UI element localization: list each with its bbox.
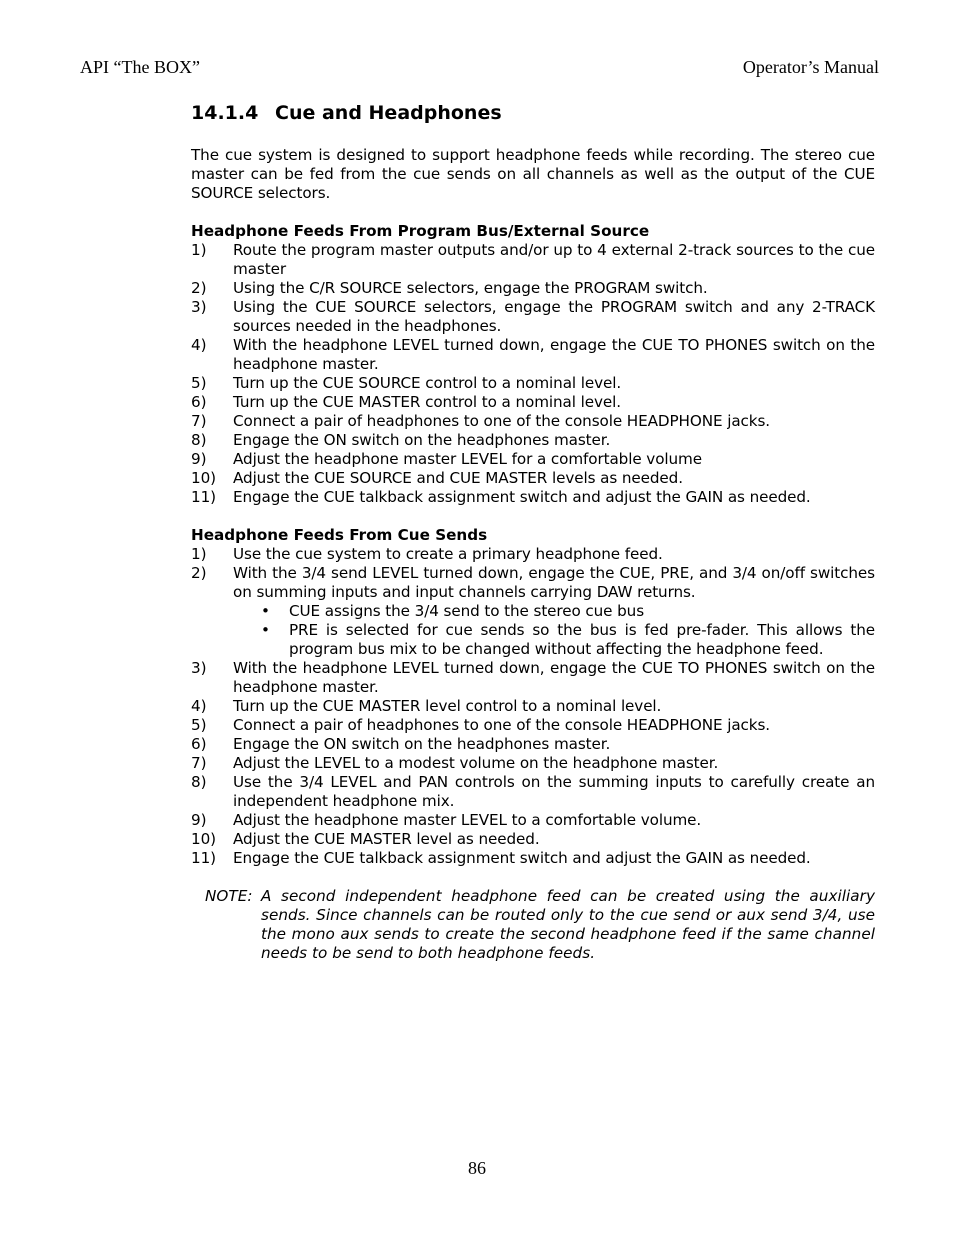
list-item bbox=[191, 374, 875, 393]
step-text: With the headphone LEVEL turned down, engage the CUE TO PHONES switch on the headphone master. bbox=[233, 336, 875, 373]
section-heading bbox=[191, 101, 875, 125]
step-text: With the headphone LEVEL turned down, engage the CUE TO PHONES switch on the headphone master. bbox=[233, 659, 875, 696]
step-text: Adjust the LEVEL to a modest volume on the headphone master. bbox=[233, 754, 719, 772]
note-label: NOTE: bbox=[205, 887, 253, 905]
step-number: 11) bbox=[191, 849, 216, 867]
list-item bbox=[191, 469, 875, 488]
list-item bbox=[191, 412, 875, 431]
step-number: 8) bbox=[191, 773, 207, 791]
list-item bbox=[191, 336, 875, 374]
list-item bbox=[191, 754, 875, 773]
step-number: 3) bbox=[191, 298, 207, 316]
cue-sends-heading: Headphone Feeds From Cue Sends bbox=[191, 526, 488, 544]
list-item bbox=[191, 298, 875, 336]
list-item bbox=[191, 849, 875, 868]
bullet-icon: • bbox=[261, 621, 270, 639]
step-number: 1) bbox=[191, 241, 207, 259]
step-text: Engage the ON switch on the headphones master. bbox=[233, 735, 611, 753]
step-text: Adjust the CUE MASTER level as needed. bbox=[233, 830, 540, 848]
step-text: Using the CUE SOURCE selectors, engage the PROGRAM switch and any 2-TRACK sources needed in the headphones. bbox=[233, 298, 875, 335]
bullet-icon: • bbox=[261, 602, 270, 620]
list-item bbox=[191, 830, 875, 849]
step-number: 9) bbox=[191, 450, 207, 468]
section-number: 14.1.4 bbox=[191, 102, 259, 124]
list-item bbox=[191, 431, 875, 450]
list-item bbox=[191, 545, 875, 564]
running-header-title: API “The BOX” bbox=[80, 57, 200, 77]
step-text: Turn up the CUE MASTER level control to a nominal level. bbox=[233, 697, 662, 715]
step-text: With the 3/4 send LEVEL turned down, engage the CUE, PRE, and 3/4 on/off switches on summing inputs and input channels carrying DAW returns. bbox=[233, 564, 875, 601]
step-text: Adjust the headphone master LEVEL for a comfortable volume bbox=[233, 450, 702, 468]
step-text: Use the cue system to create a primary headphone feed. bbox=[233, 545, 663, 563]
step-number: 5) bbox=[191, 716, 207, 734]
bullet-list bbox=[233, 602, 875, 659]
step-number: 10) bbox=[191, 469, 216, 487]
list-item bbox=[191, 241, 875, 279]
step-number: 10) bbox=[191, 830, 216, 848]
step-text: Engage the CUE talkback assignment switch and adjust the GAIN as needed. bbox=[233, 488, 811, 506]
section-title: Cue and Headphones bbox=[275, 102, 502, 124]
bullet-item bbox=[233, 602, 875, 621]
step-number: 4) bbox=[191, 697, 207, 715]
cue-sends-steps bbox=[191, 545, 875, 868]
intro-paragraph: The cue system is designed to support headphone feeds while recording. The stereo cue master can be fed from the cue sends on all channels as well as the output of the CUE SOURCE selectors. bbox=[191, 146, 875, 202]
running-header-manual: Operator’s Manual bbox=[742, 57, 879, 77]
step-text: Engage the CUE talkback assignment switch and adjust the GAIN as needed. bbox=[233, 849, 811, 867]
step-number: 7) bbox=[191, 754, 207, 772]
list-item bbox=[191, 697, 875, 716]
step-text: Using the C/R SOURCE selectors, engage the PROGRAM switch. bbox=[233, 279, 708, 297]
step-number: 2) bbox=[191, 279, 207, 297]
page-number: 86 bbox=[468, 1158, 486, 1178]
step-number: 5) bbox=[191, 374, 207, 392]
list-item bbox=[191, 450, 875, 469]
step-number: 9) bbox=[191, 811, 207, 829]
step-text: Engage the ON switch on the headphones master. bbox=[233, 431, 611, 449]
step-number: 6) bbox=[191, 393, 207, 411]
list-item bbox=[191, 659, 875, 697]
list-item bbox=[191, 773, 875, 811]
step-text: Connect a pair of headphones to one of the console HEADPHONE jacks. bbox=[233, 412, 771, 430]
bullet-text: PRE is selected for cue sends so the bus is fed pre-fader. This allows the program bus mix to be changed without affecting the headphone feed. bbox=[289, 621, 875, 658]
note-block bbox=[191, 887, 875, 963]
list-item bbox=[191, 735, 875, 754]
step-number: 1) bbox=[191, 545, 207, 563]
program-bus-heading: Headphone Feeds From Program Bus/External Source bbox=[191, 222, 650, 240]
list-item bbox=[191, 564, 875, 659]
step-text: Turn up the CUE SOURCE control to a nominal level. bbox=[233, 374, 622, 392]
step-number: 4) bbox=[191, 336, 207, 354]
step-text: Turn up the CUE MASTER control to a nominal level. bbox=[233, 393, 621, 411]
list-item bbox=[191, 811, 875, 830]
list-item bbox=[191, 279, 875, 298]
list-item bbox=[191, 488, 875, 507]
bullet-item bbox=[233, 621, 875, 659]
page-content bbox=[191, 101, 875, 963]
step-number: 11) bbox=[191, 488, 216, 506]
step-number: 3) bbox=[191, 659, 207, 677]
step-number: 6) bbox=[191, 735, 207, 753]
note-text: A second independent headphone feed can be created using the auxiliary sends. Since channels can be routed only to the cue send or aux send 3/4, use the mono aux sends to create the second headphone feed if the same channel needs to be send to both headphone feeds. bbox=[261, 887, 875, 962]
program-bus-steps bbox=[191, 241, 875, 507]
bullet-text: CUE assigns the 3/4 send to the stereo cue bus bbox=[289, 602, 645, 620]
step-text: Adjust the headphone master LEVEL to a comfortable volume. bbox=[233, 811, 702, 829]
step-number: 2) bbox=[191, 564, 207, 582]
step-number: 7) bbox=[191, 412, 207, 430]
step-text: Connect a pair of headphones to one of the console HEADPHONE jacks. bbox=[233, 716, 771, 734]
step-text: Use the 3/4 LEVEL and PAN controls on the summing inputs to carefully create an independent headphone mix. bbox=[233, 773, 875, 810]
list-item bbox=[191, 716, 875, 735]
step-text: Route the program master outputs and/or up to 4 external 2-track sources to the cue master bbox=[233, 241, 875, 278]
list-item bbox=[191, 393, 875, 412]
step-number: 8) bbox=[191, 431, 207, 449]
step-text: Adjust the CUE SOURCE and CUE MASTER levels as needed. bbox=[233, 469, 683, 487]
